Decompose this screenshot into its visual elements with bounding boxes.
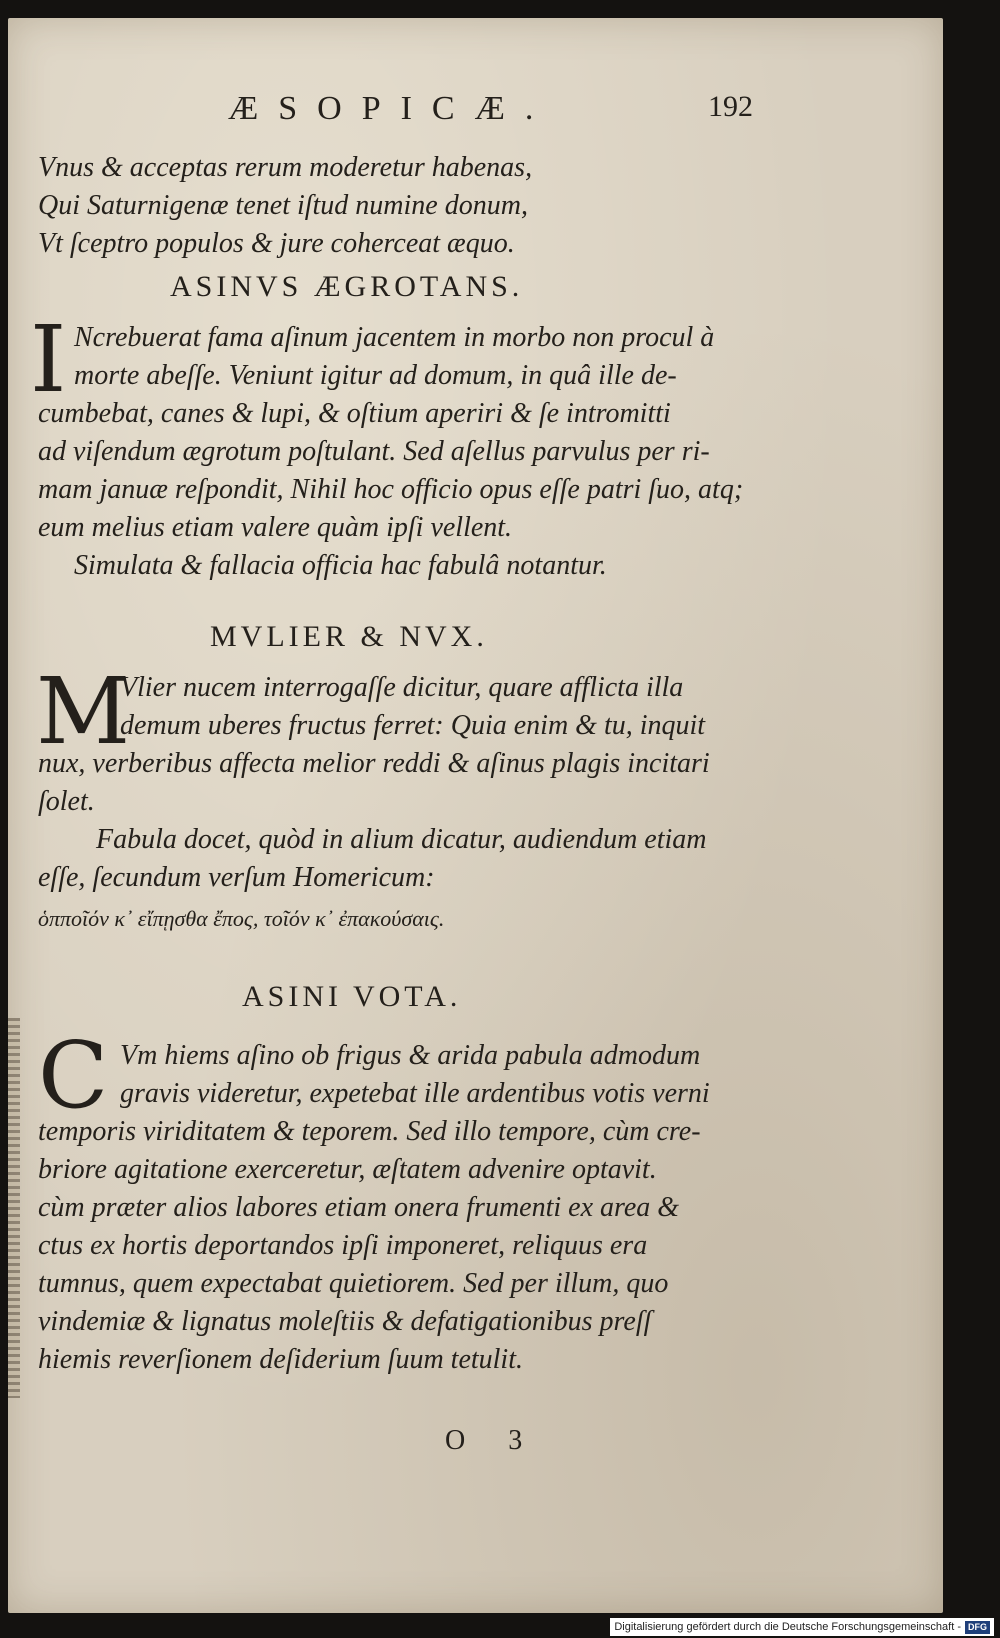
fable-line: Vlier nucem interrogaſſe dicitur, quare afflicta illa — [120, 672, 684, 703]
verse-line: Qui Saturnigenæ tenet iſtud numine donum, — [38, 190, 528, 221]
page-edge-shadow — [8, 1018, 20, 1398]
digitization-credit — [610, 1618, 994, 1636]
fable-line: cùm præter alios labores etiam onera frumenti ex area & — [38, 1192, 680, 1223]
fable-line: hiemis reverſionem deſiderium ſuum tetulit. — [38, 1344, 523, 1375]
fable-line: mam januæ reſpondit, Nihil hoc officio opus eſſe patri ſuo, atq; — [38, 474, 744, 505]
fable-title: ASINI VOTA. — [242, 980, 462, 1013]
book-page — [8, 18, 943, 1613]
credit-text: Digitalisierung gefördert durch die Deutsche Forschungsgemeinschaft - — [614, 1621, 961, 1633]
signature-mark: O 3 — [445, 1425, 541, 1456]
drop-cap: C — [38, 1022, 109, 1129]
fable-title: ASINVS ÆGROTANS. — [170, 270, 524, 303]
verse-line: Vt ſceptro populos & jure coherceat æquo. — [38, 228, 515, 259]
drop-cap: I — [30, 306, 67, 413]
fable-line: ad viſendum ægrotum poſtulant. Sed aſellus parvulus per ri- — [38, 436, 710, 467]
fable-line: demum uberes fructus ferret: Quia enim & tu, inquit — [120, 710, 706, 741]
fable-line: eum melius etiam valere quàm ipſi vellent. — [38, 512, 513, 543]
greek-verse: ὁπποῖόν κ᾽ εἴπῃσθα ἔπος, τοῖόν κ᾽ ἐπακούσαις. — [38, 906, 445, 931]
fable-line: cumbebat, canes & lupi, & oſtium aperiri & ſe intromitti — [38, 398, 671, 429]
verse-line: Vnus & acceptas rerum moderetur habenas, — [38, 152, 533, 183]
drop-cap: M — [36, 658, 131, 765]
fable-moral: eſſe, ſecundum verſum Homericum: — [38, 862, 435, 893]
fable-line: nux, verberibus affecta melior reddi & aſinus plagis incitari — [38, 748, 710, 779]
fable-line: ctus ex hortis deportandos ipſi imponeret, reliquus era — [38, 1230, 648, 1261]
fable-line: tumnus, quem expectabat quietiorem. Sed per illum, quo — [38, 1268, 669, 1299]
fable-line: briore agitatione exerceretur, æſtatem advenire optavit. — [38, 1154, 657, 1185]
page-number: 192 — [708, 90, 753, 123]
fable-line: gravis videretur, expetebat ille ardentibus votis verni — [120, 1078, 710, 1109]
fable-line: Ncrebuerat fama aſinum jacentem in morbo non procul à — [74, 322, 715, 353]
fable-line: vindemiæ & lignatus moleſtiis & defatigationibus preſſ — [38, 1306, 652, 1337]
fable-moral: Simulata & fallacia officia hac fabulâ notantur. — [74, 550, 607, 581]
fable-line: ſolet. — [38, 786, 95, 817]
running-head: ÆSOPICÆ. — [228, 90, 554, 127]
fable-line: temporis viriditatem & teporem. Sed illo tempore, cùm cre- — [38, 1116, 701, 1147]
fable-moral: Fabula docet, quòd in alium dicatur, audiendum etiam — [96, 824, 707, 855]
fable-title: MVLIER & NVX. — [210, 620, 488, 653]
fable-line: morte abeſſe. Veniunt igitur ad domum, in quâ ille de- — [74, 360, 677, 391]
fable-line: Vm hiems aſino ob frigus & arida pabula admodum — [120, 1040, 701, 1071]
dfg-logo-icon: DFG — [965, 1621, 990, 1634]
